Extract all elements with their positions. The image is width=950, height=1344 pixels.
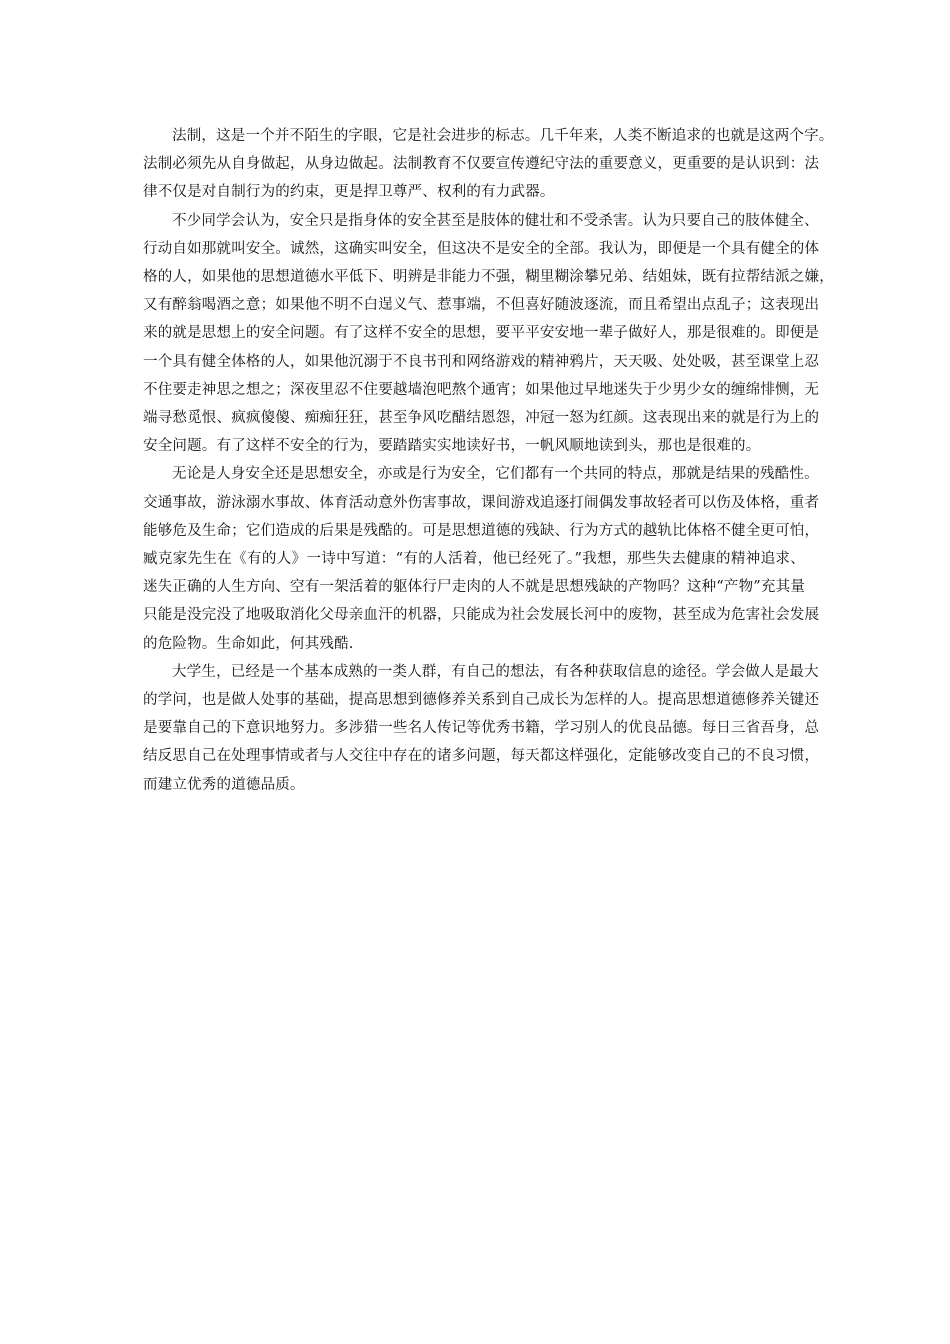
text-line: 是要靠自己的下意识地努力。多涉猎一些名人传记等优秀书籍，学习别人的优良品德。每日三省吾身，总 bbox=[143, 720, 820, 737]
text-line: 的危险物。生命如此，何其残酷. bbox=[143, 635, 354, 652]
text-line: 交通事故，游泳溺水事故、体育活动意外伤害事故，课间游戏追逐打闹偶发事故轻者可以伤及体格，重者 bbox=[143, 494, 820, 511]
text-line: 不住要走神思之想之；深夜里忍不住要越墙泡吧熬个通宵；如果他过早地迷失于少男少女的缠绵悱恻，无 bbox=[143, 381, 820, 398]
text-line: 只能是没完没了地吸取消化父母亲血汗的机器，只能成为社会发展长河中的废物，甚至成为危害社会发展 bbox=[143, 607, 820, 624]
document-body bbox=[143, 122, 834, 799]
text-line: 一个具有健全体格的人，如果他沉溺于不良书刊和网络游戏的精神鸦片，天天吸、处处吸，甚至课堂上忍 bbox=[143, 353, 820, 370]
text-line: 安全问题。有了这样不安全的行为，要踏踏实实地读好书，一帆风顺地读到头，那也是很难的。 bbox=[143, 438, 761, 455]
text-line: 大学生，已经是一个基本成熟的一类人群，有自己的想法，有各种获取信息的途径。学会做人是最大 bbox=[172, 663, 819, 680]
paragraph-4 bbox=[143, 658, 820, 799]
text-line: 迷失正确的人生方向、空有一架活着的躯体行尸走肉的人不就是思想残缺的产物吗？这种“产物”充其量 bbox=[143, 579, 806, 596]
text-line: 行动自如那就叫安全。诚然，这确实叫安全，但这决不是安全的全部。我认为，即便是一个具有健全的体 bbox=[143, 240, 820, 257]
text-line: 无论是人身安全还是思想安全，亦或是行为安全，它们都有一个共同的特点，那就是结果的残酷性。 bbox=[172, 466, 819, 483]
text-line: 臧克家先生在《有的人》一诗中写道：“有的人活着，他已经死了。”我想，那些失去健康的精神追求、 bbox=[143, 551, 805, 568]
text-line: 法制必须先从自身做起，从身边做起。法制教育不仅要宣传遵纪守法的重要意义，更重要的是认识到：法 bbox=[143, 156, 820, 173]
text-line: 法制，这是一个并不陌生的字眼，它是社会进步的标志。几千年来，人类不断追求的也就是这两个字。 bbox=[172, 128, 834, 144]
text-line: 不少同学会认为，安全只是指身体的安全甚至是肢体的健壮和不受杀害。认为只要自己的肢体健全、 bbox=[172, 212, 819, 229]
text-line: 能够危及生命；它们造成的后果是残酷的。可是思想道德的残缺、行为方式的越轨比体格不健全更可怕， bbox=[143, 522, 820, 539]
text-line: 来的就是思想上的安全问题。有了这样不安全的思想，要平平安安地一辈子做好人，那是很难的。即便是 bbox=[143, 325, 820, 342]
paragraph-2 bbox=[143, 207, 834, 461]
text-line: 端寻愁觅恨、疯疯傻傻、痴痴狂狂，甚至争风吃醋结恩怨，冲冠一怒为红颜。这表现出来的就是行为上的 bbox=[143, 410, 820, 427]
text-line: 结反思自己在处理事情或者与人交往中存在的诸多问题，每天都这样强化，定能够改变自己的不良习惯， bbox=[143, 748, 820, 765]
text-line: 而建立优秀的道德品质。 bbox=[143, 776, 305, 793]
paragraph-1 bbox=[143, 122, 834, 207]
paragraph-3 bbox=[143, 460, 820, 657]
text-line: 的学问，也是做人处事的基础，提高思想到德修养关系到自己成长为怎样的人。提高思想道德修养关键还 bbox=[143, 692, 820, 709]
text-line: 又有醉翁喝酒之意；如果他不明不白逞义气、惹事端，不但喜好随波逐流，而且希望出点乱子；这表现出 bbox=[143, 297, 820, 314]
text-line: 格的人，如果他的思想道德水平低下、明辨是非能力不强，糊里糊涂攀兄弟、结姐妹，既有拉帮结派之嫌， bbox=[143, 269, 834, 286]
text-line: 律不仅是对自制行为的约束，更是捍卫尊严、权利的有力武器。 bbox=[143, 184, 555, 201]
